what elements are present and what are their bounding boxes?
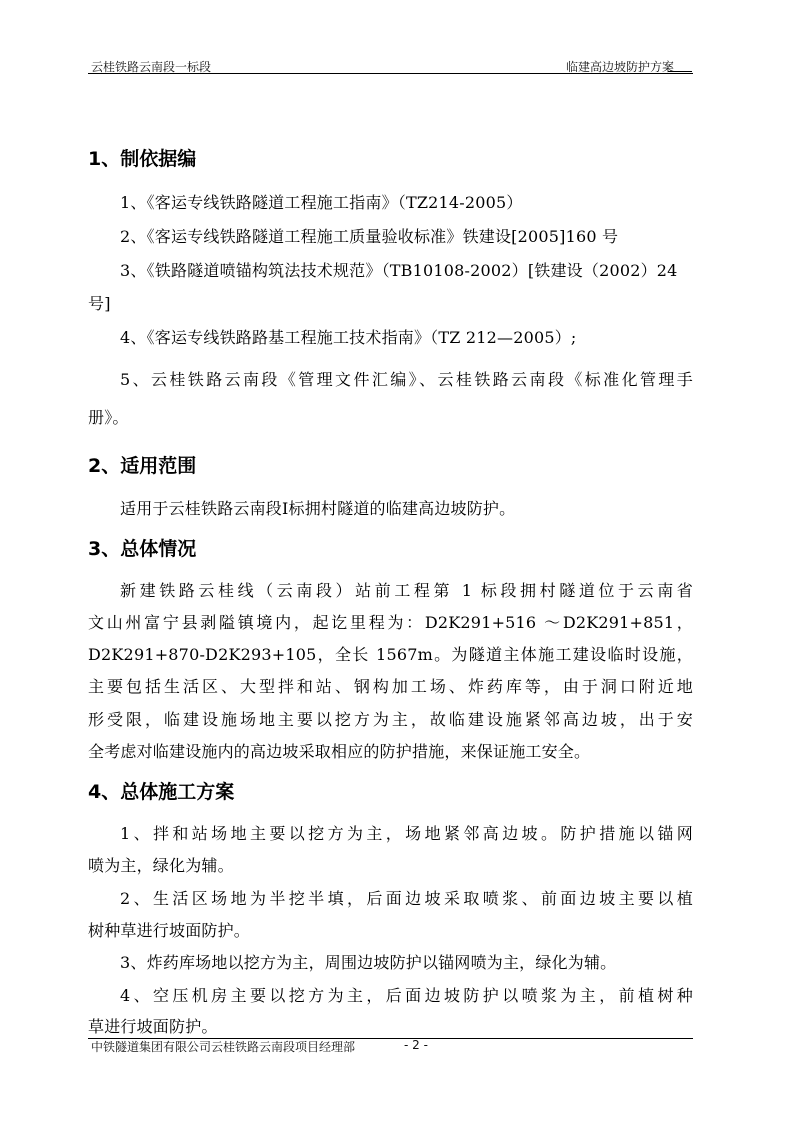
overview-line-2: 文山州富宁县剥隘镇境内，起讫里程为：D2K291+516 ～D2K291+851， <box>88 613 693 632</box>
header-rule-accent <box>668 71 692 72</box>
overview-line-4: 主要包括生活区、大型拌和站、钢构加工场、炸药库等，由于洞口附近地 <box>88 677 693 696</box>
scope-text: 适用于云桂铁路云南段Ⅰ标拥村隧道的临建高边坡防护。 <box>120 499 516 518</box>
plan-item-4-cont: 草进行坡面防护。 <box>88 1017 218 1036</box>
overview-line-1: 新建铁路云桂线（云南段）站前工程第 1 标段拥村隧道位于云南省 <box>120 581 693 600</box>
plan-item-1-cont: 喷为主，绿化为辅。 <box>88 856 234 875</box>
page-number: - 2 - <box>404 1038 428 1052</box>
plan-item-3: 3、炸药库场地以挖方为主，周围边坡防护以锚网喷为主，绿化为辅。 <box>120 953 617 972</box>
basis-item-1: 1、《客运专线铁路隧道工程施工指南》（TZ214-2005） <box>120 193 523 212</box>
overview-line-3: D2K291+870-D2K293+105，全长 1567m。为隧道主体施工建设临时设施， <box>88 645 693 664</box>
section-heading-plan: 4、总体施工方案 <box>88 781 235 803</box>
basis-item-2: 2、《客运专线铁路隧道工程施工质量验收标准》铁建设[2005]160 号 <box>120 227 619 246</box>
section-heading-overview: 3、总体情况 <box>88 538 197 560</box>
plan-item-1: 1、拌和站场地主要以挖方为主，场地紧邻高边坡。防护措施以锚网 <box>120 824 693 843</box>
header-document-title: 临建高边坡防护方案 <box>566 60 675 74</box>
basis-item-5: 5、云桂铁路云南段《管理文件汇编》、云桂铁路云南段《标准化管理手 <box>120 370 693 389</box>
overview-line-5: 形受限，临建设施场地主要以挖方为主，故临建设施紧邻高边坡，出于安 <box>88 710 693 729</box>
plan-item-4: 4、空压机房主要以挖方为主，后面边坡防护以喷浆为主，前植树种 <box>120 986 693 1005</box>
basis-item-4: 4、《客运专线铁路路基工程施工技术指南》（TZ 212—2005）; <box>120 328 577 347</box>
plan-item-2: 2、生活区场地为半挖半填，后面边坡采取喷浆、前面边坡主要以植 <box>120 889 693 908</box>
header-project-name: 云桂铁路云南段一标段 <box>91 60 212 74</box>
overview-line-6: 全考虑对临建设施内的高边坡采取相应的防护措施，来保证施工安全。 <box>88 742 591 761</box>
basis-item-3: 3、《铁路隧道喷锚构筑法技术规范》（TB10108-2002）[铁建设（2002）24 <box>120 261 678 280</box>
section-heading-basis: 1、制依据编 <box>88 148 197 170</box>
section-heading-scope: 2、适用范围 <box>88 455 197 477</box>
footer-organization: 中铁隧道集团有限公司云桂铁路云南段项目经理部 <box>91 1040 356 1054</box>
header-rule <box>88 73 693 74</box>
basis-item-5-cont: 册》。 <box>88 408 129 427</box>
plan-item-2-cont: 树种草进行坡面防护。 <box>88 921 251 940</box>
basis-item-3-cont: 号] <box>88 294 111 313</box>
